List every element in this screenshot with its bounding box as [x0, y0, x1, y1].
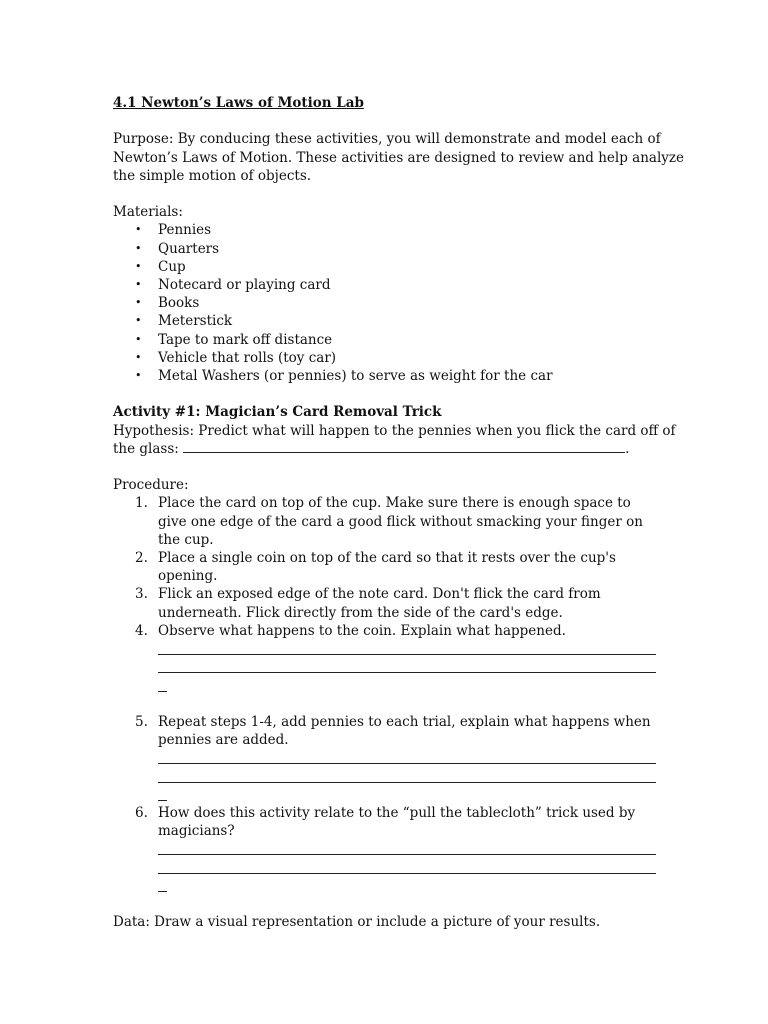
procedure-step [113, 549, 653, 585]
material-text: Books [158, 295, 200, 312]
answer-line-end[interactable] [158, 786, 653, 804]
answer-line[interactable] [158, 840, 653, 858]
spacer [113, 895, 653, 913]
material-text: Tape to mark off distance [158, 331, 333, 348]
procedure-step [113, 585, 653, 621]
material-text: Quarters [158, 240, 220, 257]
purpose-line-1: Purpose: By conducing these activities, you will demonstrate and model each of [113, 131, 661, 148]
hypothesis-suffix: . [625, 440, 630, 457]
step-number: 1. [135, 495, 148, 512]
step-text: Repeat steps 1-4, add pennies to each trial, explain what happens when pennies are added. [158, 713, 651, 748]
bullet-icon: • [135, 223, 142, 237]
purpose-line-2: Newton’s Laws of Motion. These activities are designed to review and help analyze [113, 149, 684, 166]
page-title: 4.1 Newton’s Laws of Motion Lab [113, 95, 364, 111]
hypothesis-answer-blank[interactable] [183, 440, 625, 453]
step-number: 6. [135, 804, 148, 821]
data-instruction: Data: Draw a visual representation or include a picture of your results. [113, 913, 601, 930]
bullet-icon: • [135, 278, 142, 291]
bullet-icon: • [135, 296, 142, 310]
step-text: Observe what happens to the coin. Explain what happened. [158, 622, 566, 639]
procedure-heading: Procedure: [113, 477, 189, 494]
step-text: Place a single coin on top of the card so that it rests over the cup's opening. [158, 550, 616, 585]
step-text: Place the card on top of the cup. Make sure there is enough space to give one edge of the card a good flick without smacking your finger on the cup. [158, 495, 643, 548]
document-page [113, 94, 684, 931]
material-text: Pennies [158, 222, 212, 239]
material-text: Metal Washers (or pennies) to serve as weight for the car [158, 368, 553, 385]
materials-list [113, 221, 653, 385]
bullet-icon: • [135, 369, 142, 383]
list-item [113, 331, 653, 349]
procedure-step [113, 494, 653, 549]
spacer [113, 458, 653, 476]
bullet-icon: • [135, 259, 142, 273]
bullet-icon: • [135, 241, 142, 255]
answer-line[interactable] [158, 858, 653, 876]
list-item [113, 221, 653, 239]
step-text: How does this activity relate to the “pull the tablecloth” trick used by magicians? [158, 804, 636, 839]
materials-heading: Materials: [113, 204, 183, 221]
purpose-line-3: the simple motion of objects. [113, 167, 312, 184]
bullet-icon: • [135, 332, 142, 346]
answer-line-end[interactable] [158, 676, 653, 694]
material-text: Meterstick [158, 313, 233, 330]
hypothesis-prefix: the glass: [113, 440, 184, 457]
spacer [113, 385, 653, 403]
list-item [113, 312, 653, 330]
list-item [113, 349, 653, 367]
step-number: 4. [135, 622, 148, 639]
bullet-icon: • [135, 350, 142, 364]
answer-line[interactable] [158, 658, 653, 676]
answer-line[interactable] [158, 767, 653, 785]
bullet-icon: • [135, 314, 142, 328]
hypothesis-line-1: Hypothesis: Predict what will happen to the pennies when you flick the card off of [113, 422, 676, 439]
step-number: 2. [135, 550, 148, 567]
spacer [113, 185, 653, 203]
answer-line-end[interactable] [158, 877, 653, 895]
procedure-step [113, 804, 653, 895]
material-text: Notecard or playing card [158, 277, 331, 293]
list-item [113, 258, 653, 276]
hypothesis-line-2 [113, 440, 653, 458]
step-text: Flick an exposed edge of the note card. Don't flick the card from underneath. Flick directly from the side of the card's edge. [158, 586, 601, 621]
procedure-step [113, 713, 653, 804]
material-text: Vehicle that rolls (toy car) [158, 349, 337, 366]
answer-line[interactable] [158, 749, 653, 767]
list-item [113, 294, 653, 312]
activity-heading: Activity #1: Magician’s Card Removal Trick [113, 404, 442, 421]
answer-line[interactable] [158, 640, 653, 658]
step-number: 3. [135, 586, 148, 603]
list-item [113, 367, 653, 385]
material-text: Cup [158, 258, 186, 275]
procedure-step [113, 622, 653, 713]
list-item [113, 276, 653, 294]
step-number: 5. [135, 713, 148, 730]
spacer [158, 695, 653, 713]
spacer [113, 112, 653, 130]
list-item [113, 240, 653, 258]
procedure-list [113, 494, 653, 894]
